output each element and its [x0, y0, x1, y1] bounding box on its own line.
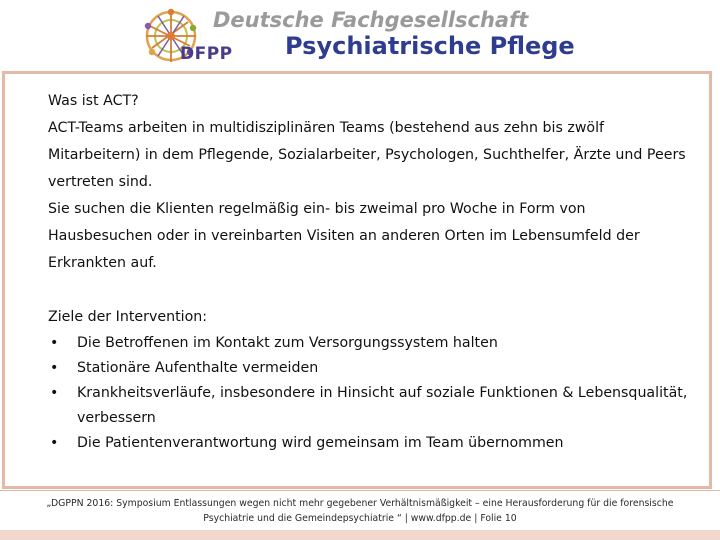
bullet-icon: • [50, 435, 59, 451]
list-item [48, 356, 688, 381]
footer-line1: „DGPPN 2016: Symposium Entlassungen wegen nicht mehr gegebener Verhältnismäßigkeit – eine Herausforderung für die forensische [46, 498, 674, 509]
list-item-text: Krankheitsverläufe, insbesondere in Hinsicht auf soziale Funktionen & Lebensqualität, verbessern [77, 385, 688, 426]
spacer [48, 277, 688, 304]
list-item-text: Die Patientenverantwortung wird gemeinsam im Team übernommen [77, 435, 564, 451]
bullet-icon: • [50, 360, 59, 376]
list-item [48, 431, 688, 456]
slide-content [48, 88, 688, 456]
list-item [48, 331, 688, 356]
footer-divider [0, 490, 720, 491]
bullet-icon: • [50, 335, 59, 351]
logo-title-line2: Psychiatrische Pflege [285, 32, 575, 60]
footer-line2: Psychiatrie und die Gemeindepsychiatrie “ | www.dfpp.de | Folie 10 [203, 513, 517, 524]
section-heading: Was ist ACT? [48, 93, 139, 109]
bullet-icon: • [50, 385, 59, 401]
bottom-bar [0, 530, 720, 540]
goals-list [48, 331, 688, 456]
list-item-text: Stationäre Aufenthalte vermeiden [77, 360, 319, 376]
list-item [48, 381, 688, 431]
logo-abbreviation: DFPP [180, 44, 233, 64]
header [0, 0, 720, 70]
list-item-text: Die Betroffenen im Kontakt zum Versorgungssystem halten [77, 335, 498, 351]
footer [6, 496, 714, 526]
goals-heading: Ziele der Intervention: [48, 309, 208, 325]
paragraph-act-teams: ACT-Teams arbeiten in multidisziplinären Teams (bestehend aus zehn bis zwölf Mitarbeitern) in dem Pflegende, Sozialarbeiter, Psychologen, Suchthelfer, Ärzte und Peers vertreten sind. [48, 120, 686, 190]
logo-title-line1: Deutsche Fachgesellschaft [213, 8, 529, 32]
paragraph-home-visits: Sie suchen die Klienten regelmäßig ein- bis zweimal pro Woche in Form von Hausbesuchen oder in vereinbarten Visiten an anderen Orten im Lebensumfeld der Erkrankten auf. [48, 201, 640, 271]
